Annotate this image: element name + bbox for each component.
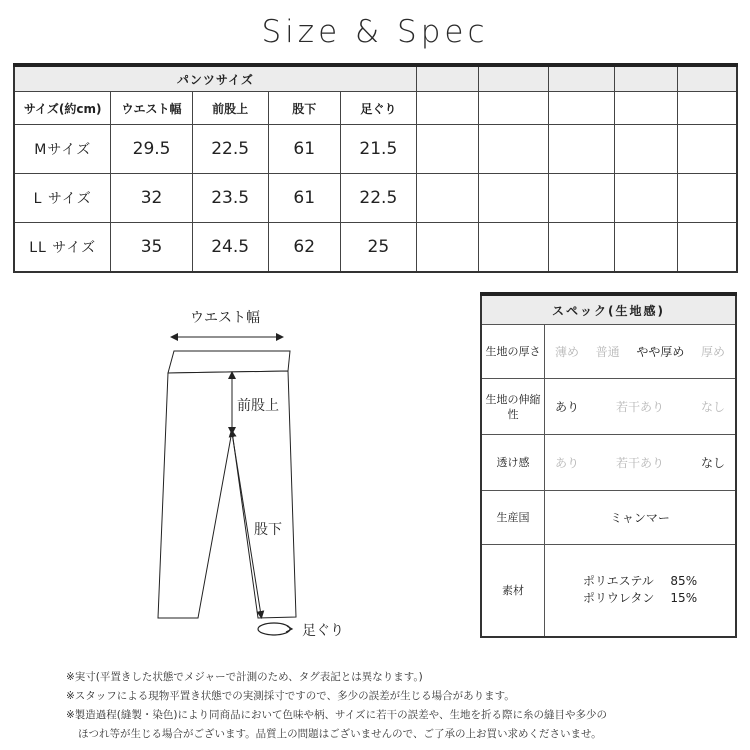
waist-label: ウエスト幅 bbox=[190, 310, 260, 326]
table-cell: 23.5 bbox=[192, 174, 268, 223]
spec-row-stretch bbox=[481, 379, 736, 435]
table-cell: 35 bbox=[111, 223, 192, 273]
spec-label: 素材 bbox=[481, 545, 545, 637]
spec-label: 生地の厚さ bbox=[481, 325, 545, 379]
option: なし bbox=[700, 456, 725, 470]
pants-outline-icon bbox=[150, 305, 390, 645]
note-line: ほつれ等が生じる場合がございます。品質上の問題はございませんので、ご了承の上お買い求めくださいませ。 bbox=[78, 728, 602, 740]
size-table bbox=[13, 63, 738, 273]
spec-label: 透け感 bbox=[481, 435, 545, 491]
option: 薄め bbox=[555, 345, 580, 359]
rise-label: 前股上 bbox=[237, 398, 279, 414]
table-cell: 29.5 bbox=[111, 125, 192, 174]
option: あり bbox=[555, 400, 580, 414]
table-cell: 61 bbox=[268, 174, 340, 223]
thickness-options bbox=[545, 343, 735, 360]
column-header: 足ぐり bbox=[340, 92, 416, 125]
table-cell: 22.5 bbox=[192, 125, 268, 174]
option: やや厚め bbox=[636, 345, 685, 359]
table-row bbox=[14, 223, 737, 273]
spec-row-sheer bbox=[481, 435, 736, 491]
table-cell: 21.5 bbox=[340, 125, 416, 174]
option: 厚め bbox=[700, 345, 725, 359]
note-line: ※スタッフによる現物平置き状態での実測採寸ですので、多少の誤差が生じる場合があります。 bbox=[66, 690, 515, 702]
option: 若干あり bbox=[615, 400, 664, 414]
size-label: Mサイズ bbox=[14, 125, 111, 174]
page-title: Size & Spec bbox=[261, 14, 489, 50]
origin-value: ミャンマー bbox=[545, 491, 737, 545]
table-cell: 32 bbox=[111, 174, 192, 223]
material-pct: 85% bbox=[670, 574, 698, 589]
sheer-options bbox=[545, 454, 735, 471]
table-cell: 62 bbox=[268, 223, 340, 273]
size-label: L サイズ bbox=[14, 174, 111, 223]
table-row bbox=[14, 174, 737, 223]
size-table-header: パンツサイズ bbox=[14, 65, 416, 92]
option: 若干あり bbox=[615, 456, 664, 470]
column-header: ウエスト幅 bbox=[111, 92, 192, 125]
spec-header: スペック(生地感) bbox=[481, 294, 736, 325]
spec-label: 生産国 bbox=[481, 491, 545, 545]
note-line: ※製造過程(縫製・染色)により同商品において色味や柄、サイズに若干の誤差や、生地を折る際に糸の縫目や多少の bbox=[66, 709, 607, 721]
hem-label: 足ぐり bbox=[302, 623, 344, 639]
material-name: ポリウレタン bbox=[582, 591, 655, 606]
stretch-options bbox=[545, 398, 735, 415]
option: あり bbox=[555, 456, 580, 470]
column-header: 前股上 bbox=[192, 92, 268, 125]
option: なし bbox=[700, 400, 725, 414]
material-pct: 15% bbox=[670, 591, 698, 606]
table-cell: 25 bbox=[340, 223, 416, 273]
pants-diagram bbox=[150, 305, 390, 645]
column-header: 股下 bbox=[268, 92, 340, 125]
table-row bbox=[14, 125, 737, 174]
table-cell: 22.5 bbox=[340, 174, 416, 223]
spec-row-origin bbox=[481, 491, 736, 545]
inseam-label: 股下 bbox=[254, 522, 282, 538]
spec-row-material bbox=[481, 545, 736, 637]
size-label: LL サイズ bbox=[14, 223, 111, 273]
spec-label: 生地の伸縮性 bbox=[481, 379, 545, 435]
notes bbox=[66, 668, 746, 744]
spec-table bbox=[480, 292, 737, 638]
material-name: ポリエステル bbox=[582, 574, 654, 589]
note-line: ※実寸(平置きした状態でメジャーで計測のため、タグ表記とは異なります。) bbox=[66, 671, 423, 683]
option: 普通 bbox=[595, 345, 620, 359]
column-header: サイズ(約cm) bbox=[14, 92, 111, 125]
table-cell: 61 bbox=[268, 125, 340, 174]
spec-row-thickness bbox=[481, 325, 736, 379]
material-list bbox=[545, 573, 735, 607]
table-cell: 24.5 bbox=[192, 223, 268, 273]
